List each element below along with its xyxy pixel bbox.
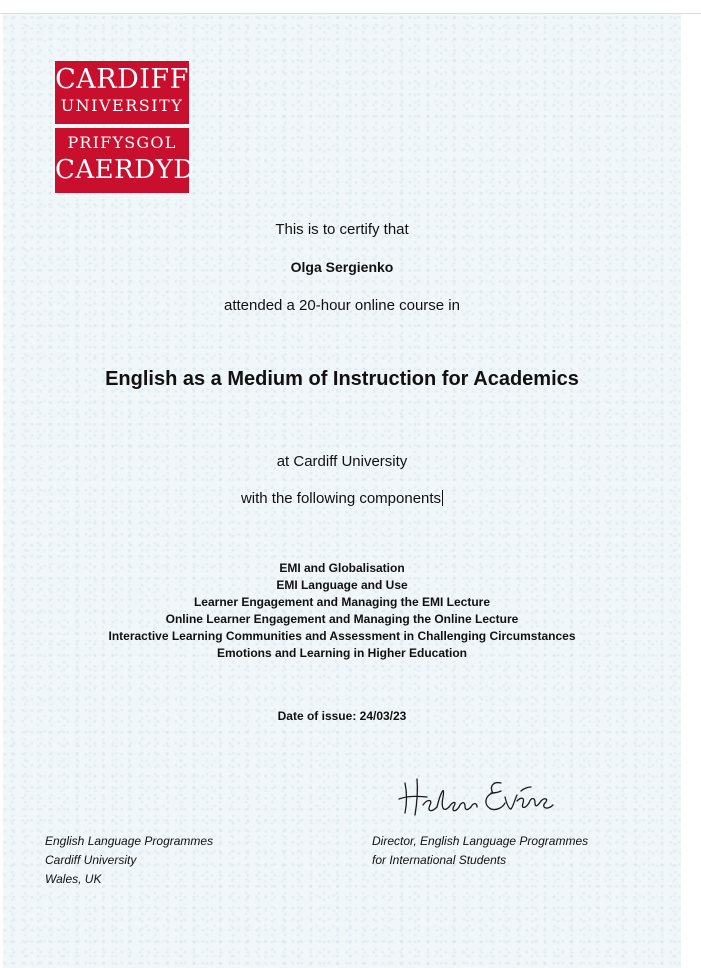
attendance-statement: attended a 20-hour online course in [223,297,460,314]
signatory-role: Director, English Language Programmes [372,834,589,848]
signatory-role-continued: for International Students [372,853,507,867]
component-item: EMI and Globalisation [279,561,405,575]
logo-line-caerdydd: CAERDYD [55,155,195,185]
components-intro-text: with the following components [240,490,442,507]
location-statement: at Cardiff University [276,453,408,470]
certificate-page [3,14,681,968]
component-item: Interactive Learning Communities and Assessment in Challenging Circumstances [108,629,576,643]
text-cursor [442,490,443,506]
issuer-department: English Language Programmes [45,834,214,848]
certify-statement: This is to certify that [275,221,409,238]
logo-line-university: UNIVERSITY [60,96,184,115]
logo-english-block [55,61,189,124]
issuer-address [45,832,213,889]
viewer-scroll-gutter[interactable] [680,14,701,968]
component-item: EMI Language and Use [276,578,408,592]
issuer-institution: Cardiff University [45,853,137,867]
signatory-title [372,832,588,870]
course-title: English as a Medium of Instruction for Academics [105,368,579,390]
viewer-top-edge [0,0,701,14]
handwritten-signature [393,769,563,829]
components-intro [3,490,681,507]
component-item: Emotions and Learning in Higher Education [216,646,467,660]
issue-date: Date of issue: 24/03/23 [277,709,407,723]
component-item: Learner Engagement and Managing the EMI Lecture [193,595,491,609]
components-list [3,560,681,662]
issuer-location: Wales, UK [45,872,102,886]
logo-line-prifysgol: PRIFYSGOL [67,133,177,152]
logo-line-cardiff: CARDIFF [55,64,189,95]
recipient-name: Olga Sergienko [290,259,394,275]
logo-welsh-block [55,128,195,193]
cardiff-university-logo [55,61,195,193]
component-item: Online Learner Engagement and Managing the Online Lecture [165,612,519,626]
